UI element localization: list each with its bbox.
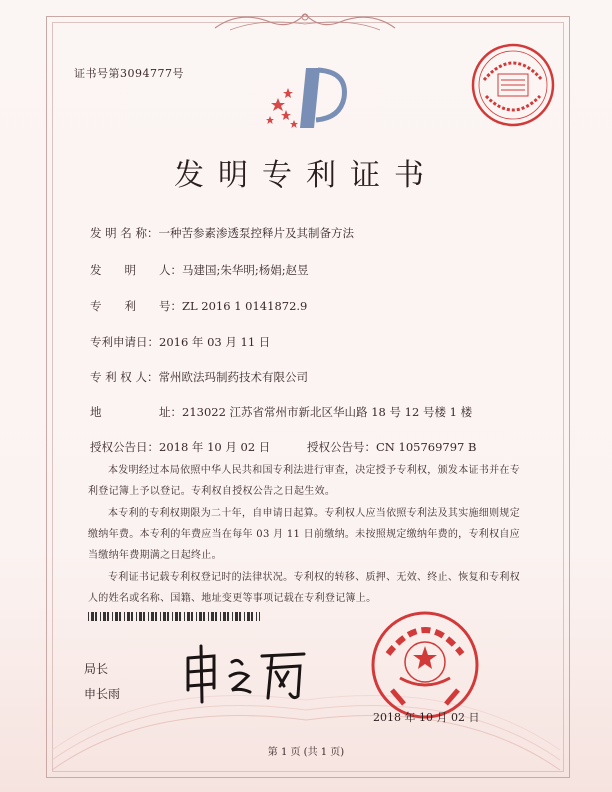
address-value: 213022 江苏省常州市新北区华山路 18 号 12 号楼 1 楼	[182, 405, 473, 419]
address-label: 地 址：	[90, 405, 182, 419]
page-number: 第 1 页 (共 1 页)	[267, 747, 345, 758]
patentee-value: 常州欧法玛制药技术有限公司	[158, 370, 308, 384]
grant-number-label: 授权公告号：	[307, 440, 376, 454]
cnipa-logo-icon	[258, 62, 358, 134]
filing-date-value: 2016 年 03 月 11 日	[159, 335, 271, 349]
address-row	[90, 404, 472, 420]
seal-date: 2018 年 10 月 02 日	[373, 711, 480, 724]
certificate-number: 证书号第3094777号	[74, 67, 184, 80]
patent-number-label: 专 利 号：	[90, 299, 182, 313]
patent-number-row	[90, 298, 307, 314]
invention-name-label: 发 明 名 称：	[90, 226, 159, 240]
filing-date-row	[90, 334, 270, 350]
cnipa-seal-icon	[370, 610, 480, 720]
grant-number-value: CN 105769797 B	[376, 440, 477, 454]
grant-date-value: 2018 年 10 月 02 日	[159, 440, 271, 454]
inventor-label: 发 明 人：	[90, 263, 182, 277]
director-name: 申长雨	[84, 687, 121, 701]
paragraph-legal-status: 专利证书记载专利权登记时的法律状况。专利权的转移、质押、无效、终止、恢复和专利权人的姓名或名称、国籍、地址变更等事项记载在专利登记簿上。	[88, 572, 520, 604]
grant-date-label: 授权公告日：	[90, 440, 159, 454]
paragraph-examination: 本发明经过本局依照中华人民共和国专利法进行审查，决定授予专利权，颁发本证书并在专利登记簿上予以登记。专利权自授权公告之日起生效。	[88, 465, 520, 497]
invention-name-row	[90, 225, 354, 241]
grant-number-row	[307, 439, 476, 455]
barcode-icon	[88, 612, 260, 621]
patent-number-value: ZL 2016 1 0141872.9	[182, 299, 308, 313]
invention-name-value: 一种苦参素渗透泵控释片及其制备方法	[158, 226, 354, 240]
paragraph-term: 本专利的专利权期限为二十年，自申请日起算。专利权人应当依照专利法及其实施细则规定缴纳年费。本专利的年费应当在每年 03 月 11 日前缴纳。未按照规定缴纳年费的，专利权自应当缴纳年费期满之日起终止。	[88, 508, 520, 561]
filing-date-label: 专利申请日：	[90, 335, 159, 349]
inventor-row	[90, 262, 309, 278]
patentee-label: 专 利 权 人：	[90, 370, 159, 384]
handwritten-signature	[180, 640, 310, 706]
inventor-value: 马建国;朱华明;杨娟;赵昱	[182, 263, 309, 277]
certificate-title: 发明专利证书	[174, 158, 438, 193]
patentee-row	[90, 369, 308, 385]
top-ornament	[210, 8, 400, 34]
director-title: 局长	[84, 662, 109, 676]
agency-seal-icon	[468, 40, 558, 130]
grant-date-row	[90, 439, 270, 455]
